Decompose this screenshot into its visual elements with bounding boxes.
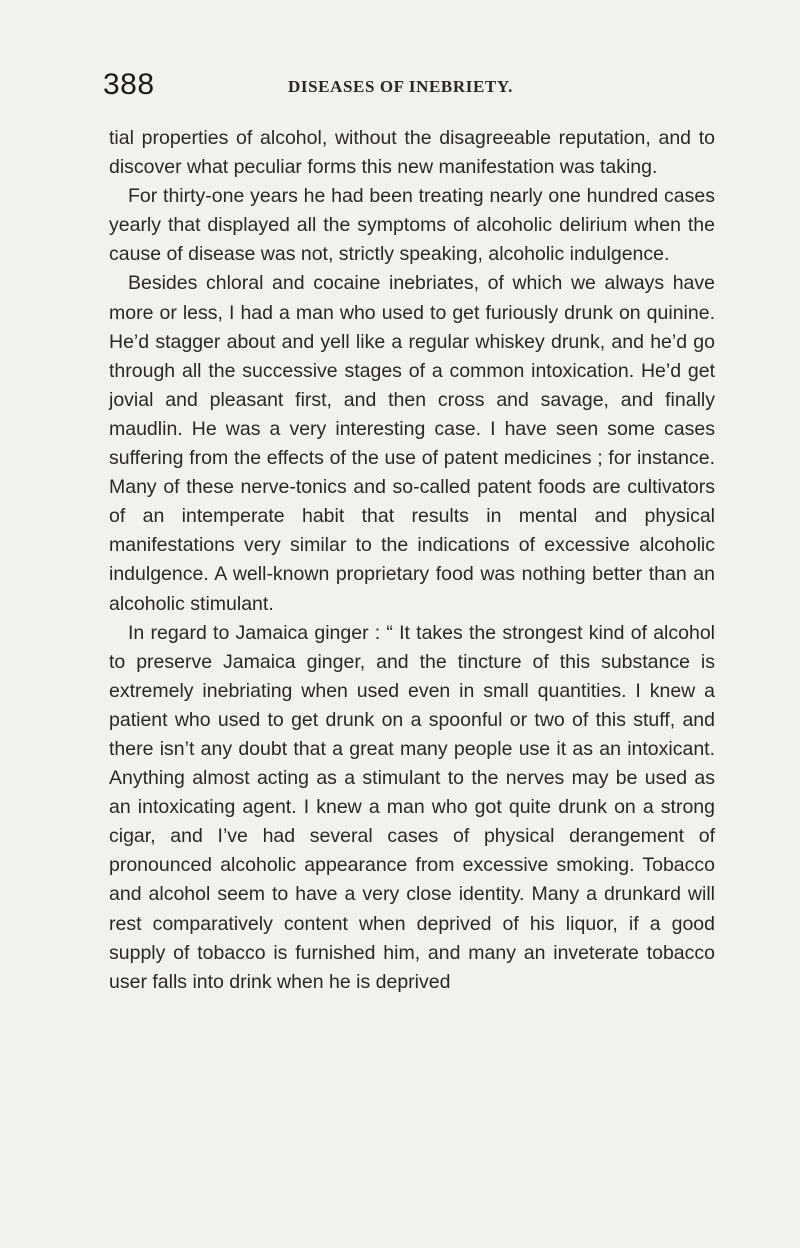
running-title: DISEASES OF INEBRIETY.	[288, 77, 513, 96]
paragraph: Besides chloral and cocaine inebriates, of which we always have more or less, I had a man who used to get furiously drunk on quinine. He’d stagger about and yell like a regular whiskey drunk, and he’d go through all the successive stages of a common intoxication. He’d get jovial and pleasant first, and then cross and savage, and finally maudlin. He was a very interesting case. I have seen some cases suffering from the effects of the use of patent medicines ; for instance. Many of these nerve-tonics and so-called patent foods are cultivators of an intemperate habit that results in mental and physical manifestations very similar to the indications of excessive alcoholic indulgence. A well-known proprietary food was nothing better than an alcoholic stimulant.	[109, 272, 715, 615]
body-text	[109, 124, 715, 997]
page-header	[103, 68, 703, 108]
paragraph: In regard to Jamaica ginger : “ It takes the strongest kind of alcohol to preserve Jamaica ginger, and the tincture of this substance is extremely inebriating when used even in small quantities. I knew a patient who used to get drunk on a spoonful or two of this stuff, and there isn’t any doubt that a great many people use it as an intoxicant. Anything almost acting as a stimulant to the nerves may be used as an intoxicating agent. I knew a man who got quite drunk on a strong cigar, and I’ve had several cases of physical derangement of pronounced alcoholic appearance from excessive smoking. Tobacco and alcohol seem to have a very close identity. Many a drunkard will rest comparatively content when deprived of his liquor, if a good supply of tobacco is furnished him, and many an inveterate tobacco user falls into drink when he is deprived	[109, 621, 715, 993]
page-number: 388	[103, 68, 155, 101]
paragraph: For thirty-one years he had been treating nearly one hundred cases yearly that displayed all the symptoms of alcoholic delirium when the cause of disease was not, strictly speaking, alcoholic indulgence.	[109, 185, 715, 266]
paragraph-continued: tial properties of alcohol, without the disagreeable reputation, and to discover what peculiar forms this new manifestation was taking.	[109, 127, 715, 179]
